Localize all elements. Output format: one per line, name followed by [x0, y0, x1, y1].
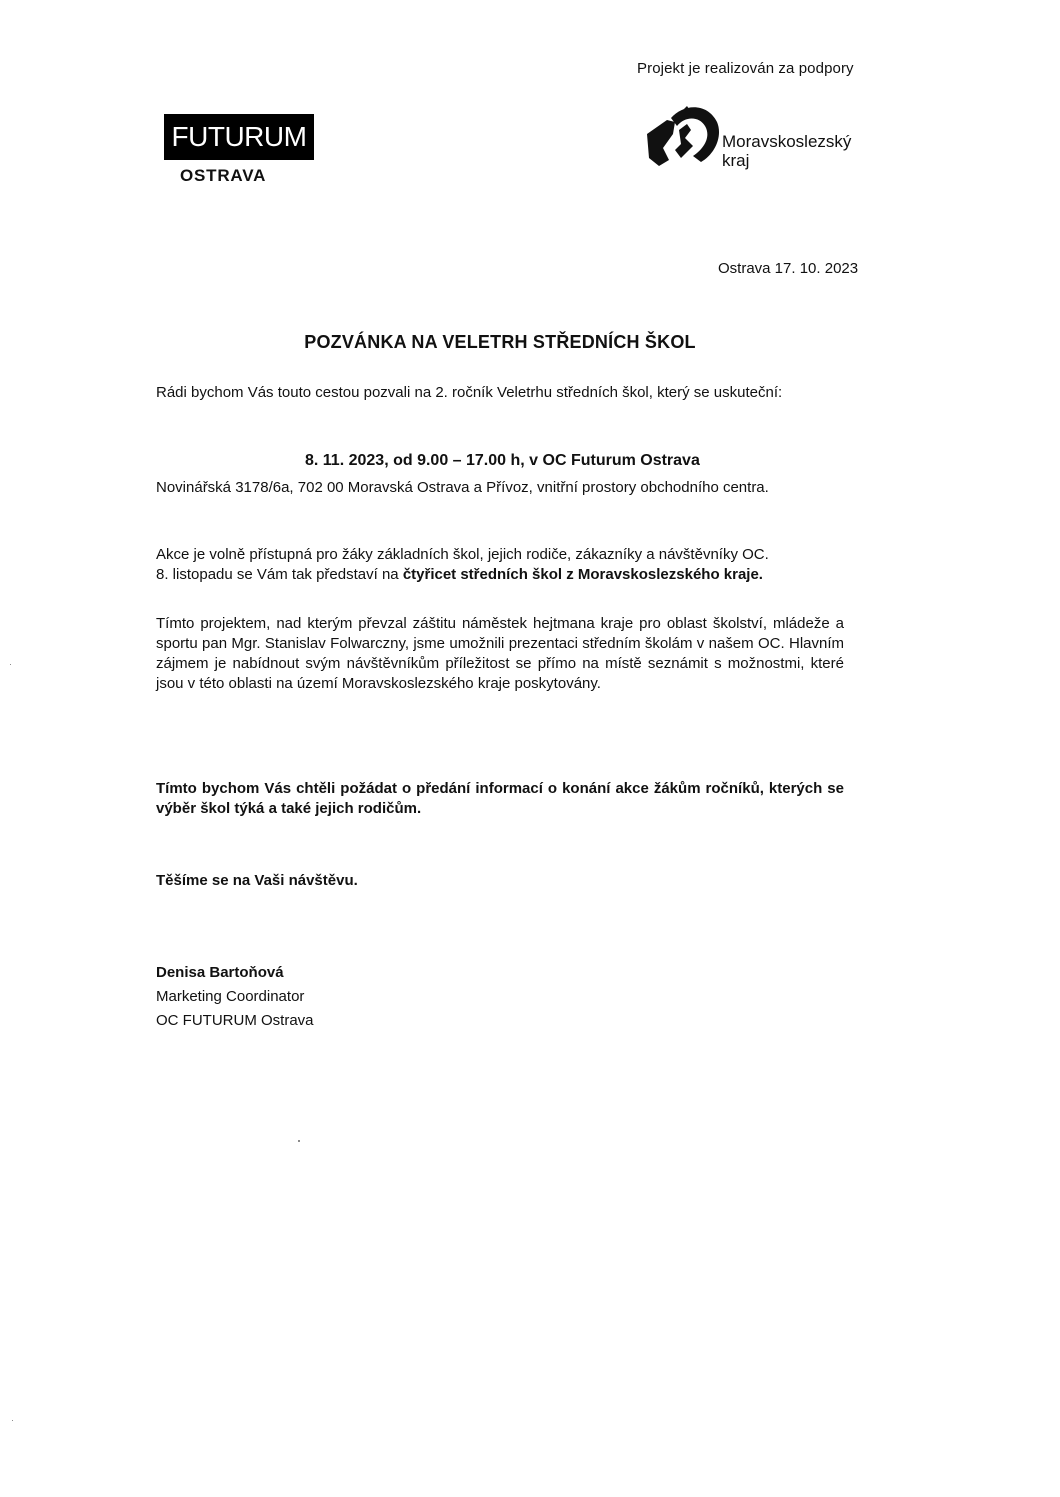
futurum-ostrava-logo: [164, 114, 314, 186]
scan-speck: [10, 664, 11, 665]
support-note: Projekt je realizován za podpory: [637, 60, 854, 77]
signature-role: Marketing Coordinator: [156, 988, 305, 1005]
futurum-logo-wordmark: FUTURUM: [164, 114, 314, 160]
letter-date: Ostrava 17. 10. 2023: [718, 260, 859, 277]
access-sentence-1: Akce je volně přístupná pro žáky základních škol, jejich rodiče, zákazníky a návštěvníky OC.: [156, 546, 769, 563]
scan-speck: [12, 1420, 13, 1421]
project-paragraph: Tímto projektem, nad kterým převzal záštitu náměstek hejtmana kraje pro oblast školství, mládeže a sportu pan Mgr. Stanislav Folwarczny, jsme umožnili prezentaci středním školám v našem OC. Hlavním zájmem je nabídnout svým návštěvníkům příležitost se přímo na místě seznámit s možnostmi, které jsou v této oblasti na území Moravskoslezského kraje poskytovány.: [156, 615, 844, 692]
request-paragraph: Tímto bychom Vás chtěli požádat o předání informací o konání akce žákům ročníků, kterých se výběr škol týká a také jejich rodičům.: [156, 780, 844, 817]
access-sentence-2-start: 8. listopadu se Vám tak představí na: [156, 566, 403, 583]
access-paragraph: [156, 545, 844, 585]
event-date-line: 8. 11. 2023, od 9.00 – 17.00 h, v OC Futurum Ostrava: [305, 452, 700, 469]
closing-line: Těšíme se na Vaši návštěvu.: [156, 872, 358, 889]
signature-name: Denisa Bartoňová: [156, 964, 284, 981]
signature-company: OC FUTURUM Ostrava: [156, 1012, 314, 1029]
signature-block: [156, 961, 314, 1033]
kraj-logo-line1: Moravskoslezský: [722, 132, 852, 151]
moravskoslezsky-kraj-emblem-icon: [645, 104, 721, 172]
intro-paragraph: Rádi bychom Vás touto cestou pozvali na 2. ročník Veletrhu středních škol, který se uskuteční:: [156, 384, 783, 401]
kraj-logo-text: [722, 132, 882, 170]
access-sentence-2-bold: čtyřicet středních škol z Moravskoslezského kraje.: [402, 566, 763, 583]
futurum-logo-city: OSTRAVA: [180, 166, 267, 185]
kraj-logo-line2: kraj: [722, 151, 750, 170]
scan-speck: [298, 1140, 300, 1142]
address-paragraph: Novinářská 3178/6a, 702 00 Moravská Ostrava a Přívoz, vnitřní prostory obchodního centra.: [156, 479, 769, 496]
moravskoslezsky-kraj-logo: [645, 104, 905, 184]
document-title: POZVÁNKA NA VELETRH STŘEDNÍCH ŠKOL: [304, 332, 696, 352]
